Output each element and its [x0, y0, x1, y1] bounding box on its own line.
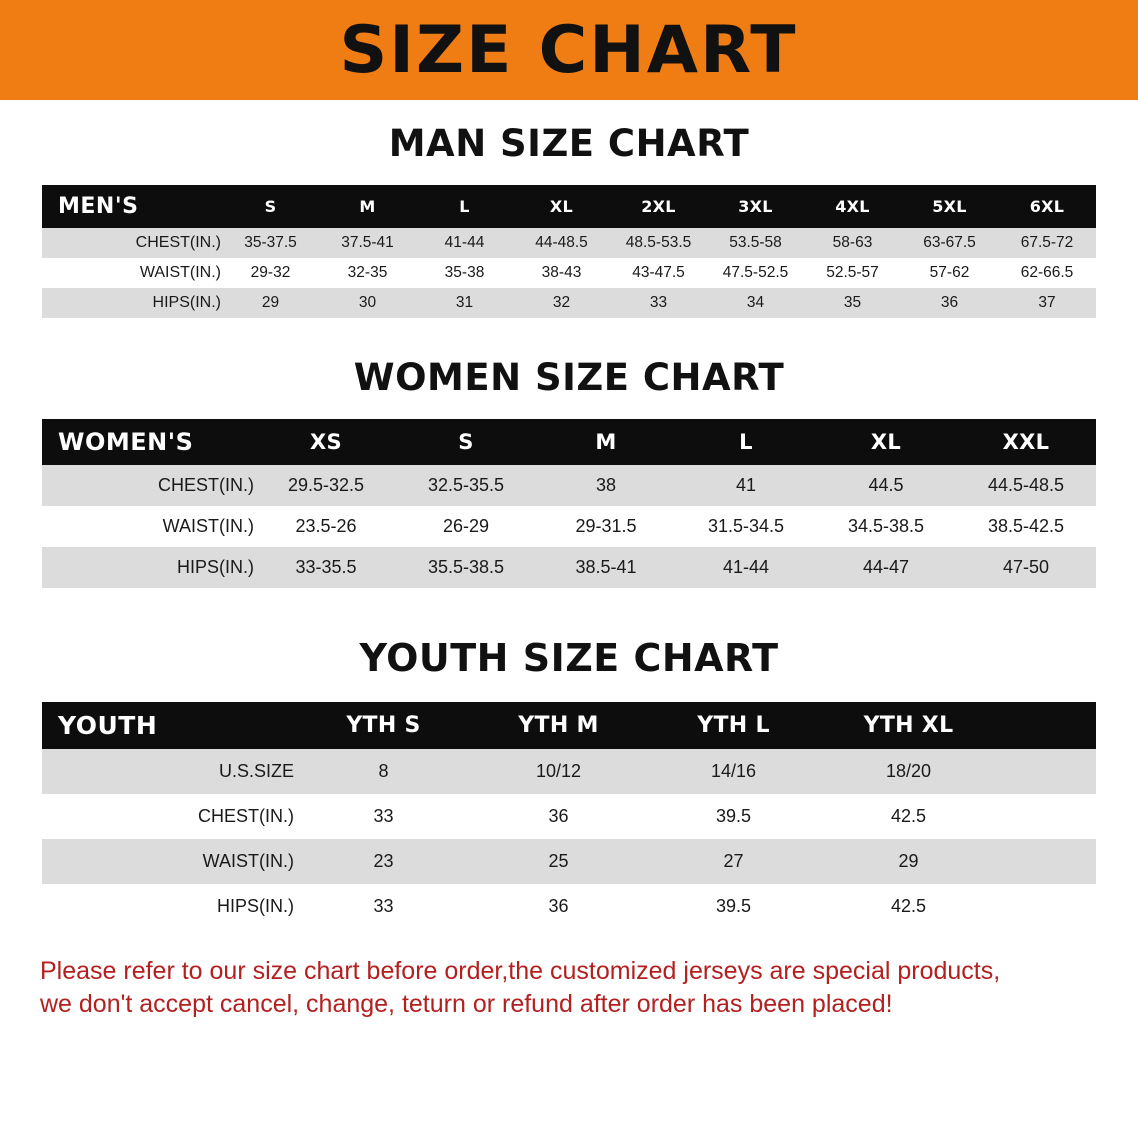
- men-header-label: MEN'S: [58, 194, 139, 219]
- women-header-size: XXL: [1002, 430, 1050, 454]
- table-cell: 31.5-34.5: [676, 506, 816, 547]
- table-cell: 33: [296, 884, 471, 929]
- row-label: WAIST(IN.): [42, 258, 222, 288]
- table-cell-spacer: [996, 794, 1096, 839]
- row-label: WAIST(IN.): [42, 839, 296, 884]
- table-cell-spacer: [996, 839, 1096, 884]
- table-cell: 38: [536, 465, 676, 506]
- women-header-label: WOMEN'S: [58, 428, 194, 456]
- youth-header-size: YTH L: [697, 713, 770, 738]
- table-cell: 34.5-38.5: [816, 506, 956, 547]
- policy-note: [40, 955, 1098, 1020]
- table-cell: 44-47: [816, 547, 956, 588]
- table-cell: 10/12: [471, 749, 646, 794]
- youth-header-size: YTH M: [518, 713, 599, 738]
- table-row: [42, 794, 1096, 839]
- table-cell: 29: [821, 839, 996, 884]
- table-cell-spacer: [996, 884, 1096, 929]
- youth-section-heading: YOUTH SIZE CHART: [359, 636, 779, 680]
- youth-table-wrapper: [42, 702, 1096, 929]
- men-header-size: 2XL: [641, 197, 676, 216]
- table-cell: 32: [513, 288, 610, 318]
- men-header-size: L: [459, 197, 470, 216]
- table-cell: 47-50: [956, 547, 1096, 588]
- table-row: [42, 749, 1096, 794]
- table-row: [42, 547, 1096, 588]
- table-row: [42, 465, 1096, 506]
- table-cell: 29-31.5: [536, 506, 676, 547]
- row-label: HIPS(IN.): [42, 884, 296, 929]
- men-header-size: 6XL: [1029, 197, 1065, 216]
- table-cell: 35: [804, 288, 901, 318]
- table-cell: 38.5-41: [536, 547, 676, 588]
- table-row: [42, 884, 1096, 929]
- women-size-table: [42, 419, 1096, 588]
- table-cell: 38.5-42.5: [956, 506, 1096, 547]
- table-row: [42, 839, 1096, 884]
- table-row: [42, 258, 1096, 288]
- table-cell: 14/16: [646, 749, 821, 794]
- table-cell: 52.5-57: [804, 258, 901, 288]
- women-section-heading: WOMEN SIZE CHART: [353, 356, 785, 399]
- table-cell: 41-44: [416, 228, 513, 258]
- table-cell: 41-44: [676, 547, 816, 588]
- table-cell: 35-37.5: [222, 228, 319, 258]
- table-cell: 67.5-72: [998, 228, 1096, 258]
- table-cell: 33-35.5: [256, 547, 396, 588]
- table-cell: 26-29: [396, 506, 536, 547]
- men-size-table: [42, 185, 1096, 318]
- row-label: HIPS(IN.): [42, 547, 256, 588]
- table-cell: 31: [416, 288, 513, 318]
- youth-header-label: YOUTH: [58, 711, 158, 740]
- men-table-header: [42, 185, 1096, 228]
- table-cell: 36: [471, 884, 646, 929]
- row-label: CHEST(IN.): [42, 228, 222, 258]
- table-cell: 57-62: [901, 258, 998, 288]
- table-cell: 62-66.5: [998, 258, 1096, 288]
- women-header-size: M: [595, 430, 617, 454]
- table-cell: 34: [707, 288, 804, 318]
- table-cell: 18/20: [821, 749, 996, 794]
- table-cell-spacer: [996, 749, 1096, 794]
- men-header-size: 3XL: [738, 197, 773, 216]
- row-label: CHEST(IN.): [42, 794, 296, 839]
- row-label: U.S.SIZE: [42, 749, 296, 794]
- table-row: [42, 288, 1096, 318]
- youth-header-size: YTH XL: [863, 713, 954, 738]
- women-header-size: S: [458, 430, 474, 454]
- women-table-header: [42, 419, 1096, 465]
- women-header-size: L: [739, 430, 753, 454]
- table-cell: 32-35: [319, 258, 416, 288]
- men-header-size: 5XL: [932, 197, 967, 216]
- men-section-heading: MAN SIZE CHART: [388, 122, 750, 165]
- table-cell: 42.5: [821, 884, 996, 929]
- table-row: [42, 228, 1096, 258]
- table-cell: 43-47.5: [610, 258, 707, 288]
- table-cell: 42.5: [821, 794, 996, 839]
- table-cell: 53.5-58: [707, 228, 804, 258]
- women-table-wrapper: [42, 419, 1096, 588]
- youth-header-spacer: [996, 702, 1096, 749]
- table-cell: 29: [222, 288, 319, 318]
- table-cell: 48.5-53.5: [610, 228, 707, 258]
- table-cell: 32.5-35.5: [396, 465, 536, 506]
- table-cell: 35.5-38.5: [396, 547, 536, 588]
- table-cell: 39.5: [646, 884, 821, 929]
- table-cell: 35-38: [416, 258, 513, 288]
- table-cell: 29.5-32.5: [256, 465, 396, 506]
- table-cell: 41: [676, 465, 816, 506]
- table-cell: 44-48.5: [513, 228, 610, 258]
- youth-size-table: [42, 702, 1096, 929]
- table-cell: 33: [296, 794, 471, 839]
- table-cell: 44.5: [816, 465, 956, 506]
- table-cell: 44.5-48.5: [956, 465, 1096, 506]
- table-cell: 63-67.5: [901, 228, 998, 258]
- table-row: [42, 506, 1096, 547]
- table-cell: 27: [646, 839, 821, 884]
- table-cell: 37: [998, 288, 1096, 318]
- table-cell: 36: [471, 794, 646, 839]
- table-cell: 47.5-52.5: [707, 258, 804, 288]
- table-cell: 37.5-41: [319, 228, 416, 258]
- men-header-size: 4XL: [835, 197, 870, 216]
- women-header-size: XL: [870, 430, 902, 454]
- table-cell: 25: [471, 839, 646, 884]
- table-cell: 36: [901, 288, 998, 318]
- table-cell: 58-63: [804, 228, 901, 258]
- table-cell: 23.5-26: [256, 506, 396, 547]
- table-cell: 38-43: [513, 258, 610, 288]
- policy-note-line-1: Please refer to our size chart before order,the customized jerseys are special products,: [40, 957, 1001, 985]
- table-cell: 30: [319, 288, 416, 318]
- table-cell: 23: [296, 839, 471, 884]
- row-label: HIPS(IN.): [42, 288, 222, 318]
- page-banner: [0, 0, 1138, 100]
- table-cell: 8: [296, 749, 471, 794]
- men-header-size: M: [359, 197, 376, 216]
- table-cell: 39.5: [646, 794, 821, 839]
- row-label: CHEST(IN.): [42, 465, 256, 506]
- youth-table-header: [42, 702, 1096, 749]
- table-cell: 33: [610, 288, 707, 318]
- policy-note-line-2: we don't accept cancel, change, teturn or refund after order has been placed!: [40, 989, 893, 1018]
- men-header-size: XL: [549, 197, 574, 216]
- table-cell: 29-32: [222, 258, 319, 288]
- row-label: WAIST(IN.): [42, 506, 256, 547]
- youth-header-size: YTH S: [346, 713, 421, 738]
- women-header-size: XS: [310, 430, 342, 454]
- page-title: SIZE CHART: [339, 12, 799, 88]
- men-header-size: S: [264, 197, 277, 216]
- men-table-wrapper: [42, 185, 1096, 318]
